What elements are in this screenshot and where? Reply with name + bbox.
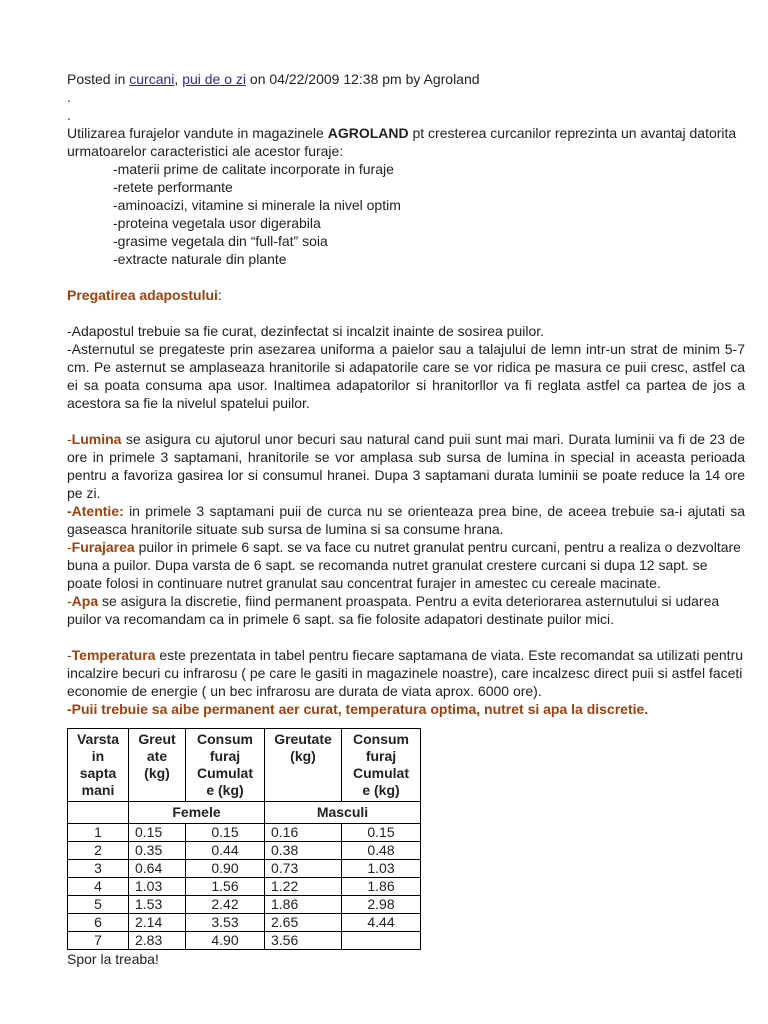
table-cell: 2.65 bbox=[265, 914, 342, 932]
intro-text: pt cresterea curcanilor reprezinta un avantaj datorita urmatoarelor caracteristici ale acestor furaje: bbox=[67, 125, 737, 159]
table-row bbox=[68, 860, 421, 878]
table-header-row bbox=[68, 729, 421, 802]
keyword-furajarea: Furajarea bbox=[71, 539, 135, 555]
keyword-temperatura: Temperatura bbox=[71, 647, 156, 663]
table-cell: 1.86 bbox=[265, 896, 342, 914]
apa-text: se asigura la discretie, fiind permanent proaspata. Pentru a evita deteriorarea asternutului si udarea puilor va recomandam ca in primele 6 sapt. sa fie folosite adapatori destinate puilor mici. bbox=[67, 593, 720, 627]
temperatura-paragraph bbox=[67, 646, 745, 700]
list-item: -retete performante bbox=[113, 179, 233, 195]
separator-dot: . bbox=[67, 107, 71, 123]
table-cell: 4.44 bbox=[342, 914, 421, 932]
shelter-paragraph-1: -Adapostul trebuie sa fie curat, dezinfectat si incalzit inainte de sosirea puilor. bbox=[67, 323, 545, 339]
colon: : bbox=[217, 287, 222, 303]
list-item: -proteina vegetala usor digerabila bbox=[113, 215, 321, 231]
table-cell: 2.14 bbox=[129, 914, 186, 932]
table-row bbox=[68, 824, 421, 842]
table-cell: 6 bbox=[68, 914, 129, 932]
table-cell: 4 bbox=[68, 878, 129, 896]
table-cell: 4.90 bbox=[186, 932, 265, 950]
table-cell bbox=[342, 932, 421, 950]
table-cell: 1.53 bbox=[129, 896, 186, 914]
dash: - bbox=[67, 431, 72, 447]
table-cell: 3.56 bbox=[265, 932, 342, 950]
growth-table bbox=[67, 728, 421, 950]
empty-cell bbox=[68, 802, 129, 824]
list-item: -aminoacizi, vitamine si minerale la nivel optim bbox=[113, 197, 401, 213]
dash: - bbox=[67, 539, 72, 555]
table-cell: 2.98 bbox=[342, 896, 421, 914]
table-cell: 1.56 bbox=[186, 878, 265, 896]
table-cell: 0.16 bbox=[265, 824, 342, 842]
table-cell: 2.42 bbox=[186, 896, 265, 914]
table-cell: 2 bbox=[68, 842, 129, 860]
apa-paragraph bbox=[67, 592, 745, 628]
table-group-row bbox=[68, 802, 421, 824]
furajarea-text: puilor in primele 6 sapt. se va face cu nutret granulat pentru curcani, pentru a realiza o dezvoltare buna a puilor. Dupa varsta de 6 sapt. se recomanda nutret granulat crestere curcani si dupa 12 sapt. se poate folosi in continuare nutret granulat sau concentrat furajer in amestec cu cereale macinate. bbox=[67, 539, 741, 591]
table-cell: 0.15 bbox=[129, 824, 186, 842]
table-cell: 0.15 bbox=[342, 824, 421, 842]
posted-in-label: Posted in bbox=[67, 71, 126, 87]
shelter-paragraph-2: -Asternutul se pregateste prin asezarea uniforma a paielor sau a talajului de lemn intr-un strat de minim 5-7 cm. Pe asternut se amplaseaza hranitorile si adapatorile care se vor ridica pe masura ce puii cresc, astfel ca ei sa poata consuma apa usor. Inaltimea adapatorilor si hranitorllor va fi reglata astfel ca partea de jos a acestora sa fie la nivelul spatelui puilor. bbox=[67, 341, 745, 411]
keyword-lumina: Lumina bbox=[71, 431, 122, 447]
intro-paragraph bbox=[67, 124, 745, 160]
table-cell: 0.73 bbox=[265, 860, 342, 878]
table-row bbox=[68, 842, 421, 860]
table-cell: 3.53 bbox=[186, 914, 265, 932]
table-cell: 7 bbox=[68, 932, 129, 950]
category-link-curcani[interactable]: curcani bbox=[129, 71, 175, 87]
features-list bbox=[67, 160, 745, 268]
atentie-paragraph bbox=[67, 502, 745, 538]
table-row bbox=[68, 896, 421, 914]
table-row bbox=[68, 914, 421, 932]
separator-dot: . bbox=[67, 89, 71, 105]
lumina-text: se asigura cu ajutorul unor becuri sau natural cand puii sunt mai mari. Durata luminii va fi de 23 de ore in primele 3 saptamani, hranitorile se vor amplasa sub sursa de lumina in special in aceasta perioada pentru a favoriza gasirea lor si consumul hranei. Dupa 3 saptamani durata luminii se poate reduce la 14 ore pe zi. bbox=[67, 431, 745, 501]
table-cell: 0.35 bbox=[129, 842, 186, 860]
table-cell: 0.44 bbox=[186, 842, 265, 860]
header-age: Varsta in sapta mani bbox=[68, 729, 129, 802]
list-item: -extracte naturale din plante bbox=[113, 251, 287, 267]
table-cell: 0.64 bbox=[129, 860, 186, 878]
table-cell: 0.38 bbox=[265, 842, 342, 860]
group-females: Femele bbox=[129, 802, 265, 824]
table-cell: 3 bbox=[68, 860, 129, 878]
dash: - bbox=[67, 647, 72, 663]
post-meta bbox=[67, 70, 745, 88]
header-feed-male: Consum furaj Cumulat e (kg) bbox=[342, 729, 421, 802]
article bbox=[67, 70, 745, 968]
table-cell: 1 bbox=[68, 824, 129, 842]
table-cell: 0.48 bbox=[342, 842, 421, 860]
header-weight-male: Greutate (kg) bbox=[265, 729, 342, 802]
header-feed-female: Consum furaj Cumulat e (kg) bbox=[186, 729, 265, 802]
heading-text: Pregatirea adapostului bbox=[67, 287, 218, 303]
group-males: Masculi bbox=[265, 802, 421, 824]
atentie-text: in primele 3 saptamani puii de curca nu se orienteaza prea bine, de aceea trebuie sa-i ajutati sa gaseasca hranitorile situate sub sursa de lumina si sa consume hrana. bbox=[67, 503, 745, 537]
furajarea-paragraph bbox=[67, 538, 745, 592]
list-item: -grasime vegetala din “full-fat” soia bbox=[113, 233, 328, 249]
dash: - bbox=[67, 593, 72, 609]
lumina-paragraph bbox=[67, 430, 745, 502]
header-weight-female: Greut ate (kg) bbox=[129, 729, 186, 802]
table-cell: 5 bbox=[68, 896, 129, 914]
section-heading-shelter bbox=[67, 286, 745, 304]
brand-name: AGROLAND bbox=[327, 125, 409, 141]
closing-text: Spor la treaba! bbox=[67, 951, 159, 967]
category-link-pui-de-o-zi[interactable]: pui de o zi bbox=[182, 71, 247, 87]
list-item: -materii prime de calitate incorporate in furaje bbox=[113, 161, 394, 177]
post-date-author: on 04/22/2009 12:38 pm by Agroland bbox=[249, 71, 480, 87]
table-cell: 1.03 bbox=[342, 860, 421, 878]
table-cell: 1.22 bbox=[265, 878, 342, 896]
keyword-apa: Apa bbox=[71, 593, 99, 609]
table-cell: 1.03 bbox=[129, 878, 186, 896]
temperatura-text: este prezentata in tabel pentru fiecare saptamana de viata. Este recomandat sa utilizati pentru incalzire becuri cu infrarosu ( pe care le gasiti in magazinele noastre), care incalzesc direct puii si astfel faceti economie de energie ( un bec infrarosu are durata de viata aprox. 6000 ore). bbox=[67, 647, 744, 699]
keyword-atentie: -Atentie: bbox=[67, 503, 124, 519]
table-row bbox=[68, 878, 421, 896]
table-cell: 2.83 bbox=[129, 932, 186, 950]
table-cell: 0.15 bbox=[186, 824, 265, 842]
intro-text: Utilizarea furajelor vandute in magazinele bbox=[67, 125, 324, 141]
final-note: -Puii trebuie sa aibe permanent aer curat, temperatura optima, nutret si apa la discretie. bbox=[67, 701, 649, 717]
table-cell: 1.86 bbox=[342, 878, 421, 896]
comma: , bbox=[174, 71, 179, 87]
table-cell: 0.90 bbox=[186, 860, 265, 878]
table-row bbox=[68, 932, 421, 950]
